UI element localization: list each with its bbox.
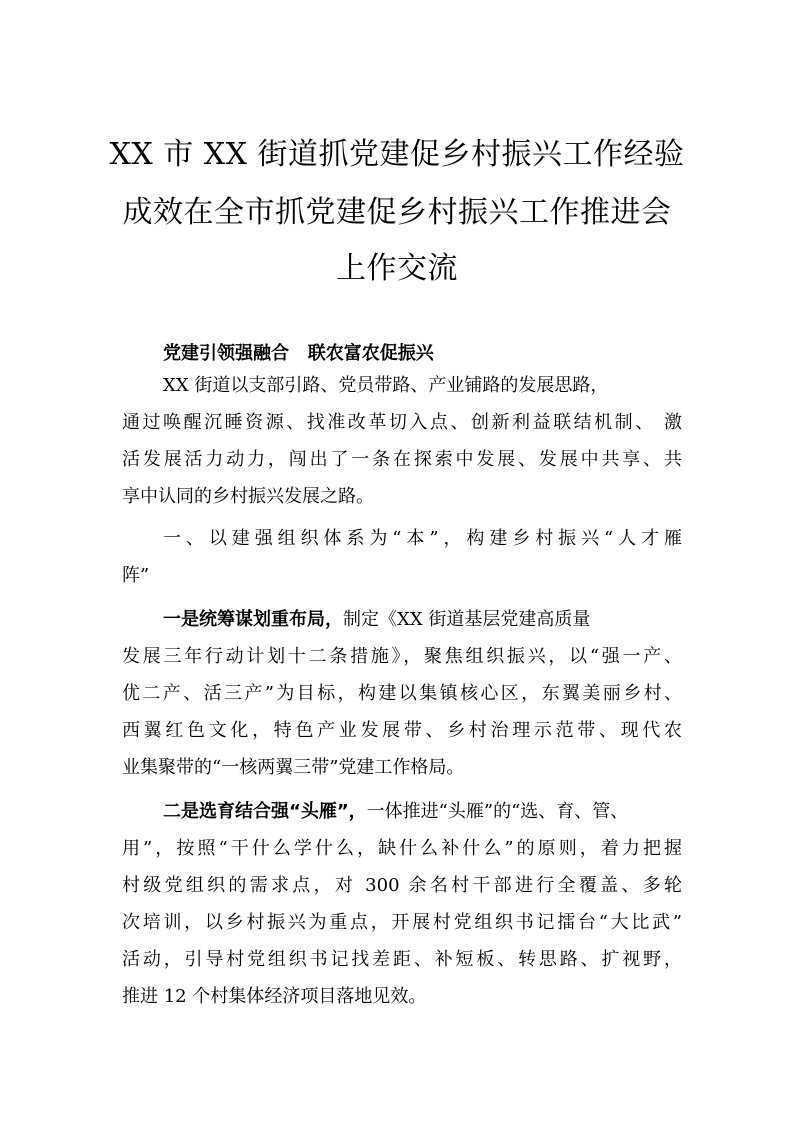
para1-first-line [163, 608, 682, 632]
para1-line-5: 业集聚带的“一核两翼三带”党建工作格局。 [122, 757, 465, 778]
para2-lead: 二是选育结合强“头雁”， [163, 801, 367, 822]
para1-first-rest: 制定《XX 街道基层党建高质量 [343, 609, 591, 630]
para1-line-4: 西翼红色文化，特色产业发展带、乡村治理示范带、现代农 [122, 720, 682, 741]
title-line-1: XX 市 XX 街道抓党建促乡村振兴工作经验 [109, 137, 685, 172]
intro-line-1: XX 街道以支部引路、党员带路、产业铺路的发展思路， [163, 375, 609, 396]
para2-first-line [163, 800, 682, 824]
intro-line-2: 通过唤醒沉睡资源、找准改革切入点、创新利益联结机制、 激 [122, 412, 682, 433]
title-line-3: 上作交流 [336, 251, 458, 286]
para2-line-5: 活动，引导村党组织书记找差距、补短板、转思路、扩视野， [122, 949, 682, 970]
intro-line-3: 活发展活力动力，闯出了一条在探索中发展、发展中共享、共 [122, 449, 682, 470]
para1-line-2: 发展三年行动计划十二条措施》，聚焦组织振兴，以“强一产、 [122, 646, 682, 667]
para1-line-3: 优二产、活三产”为目标，构建以集镇核心区，东翼美丽乡村、 [122, 683, 682, 704]
intro-line-4: 享中认同的乡村振兴发展之路。 [122, 486, 374, 507]
para2-line-6: 推进 12 个村集体经济项目落地见效。 [122, 986, 427, 1007]
para2-first-rest: 一体推进“头雁”的“选、育、管、 [366, 801, 629, 822]
para1-lead: 一是统筹谋划重布局， [163, 609, 343, 630]
para2-line-3: 村级党组织的需求点，对 300 余名村干部进行全覆盖、多轮 [122, 875, 682, 896]
subtitle: 党建引领强融合 联农富农促振兴 [163, 343, 434, 364]
section-heading-line-1: 一、以建强组织体系为“本”，构建乡村振兴“人才雁 [163, 528, 682, 549]
para2-line-2: 用”，按照“干什么学什么，缺什么补什么”的原则，着力把握 [122, 838, 682, 859]
para2-line-4: 次培训，以乡村振兴为重点，开展村党组织书记擂台“大比武” [122, 912, 682, 933]
title-line-2: 成效在全市抓党建促乡村振兴工作推进会 [122, 195, 672, 230]
section-heading-line-2: 阵” [122, 565, 150, 586]
